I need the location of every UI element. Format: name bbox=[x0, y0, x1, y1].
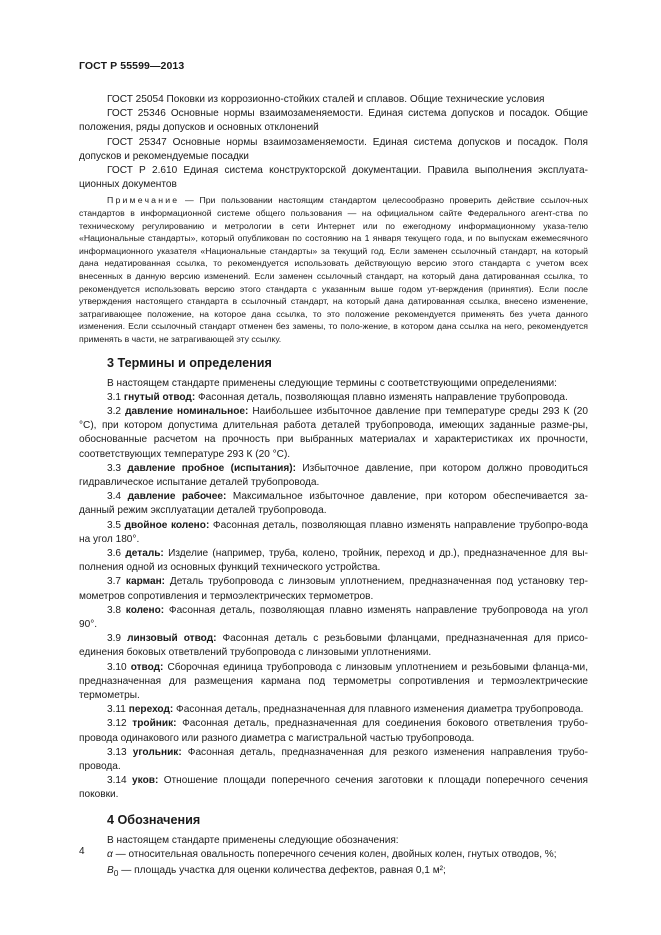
term-text: Сборочная единица трубопровода с линзовым уплотнением и резьбовыми фланца-ми, предназначенная для размещения кармана под термометры сопротивления и термоэлектрические термометры. bbox=[79, 661, 588, 702]
term-number: 3.5 bbox=[107, 519, 122, 531]
term-name: переход: bbox=[128, 704, 174, 716]
term-number: 3.11 bbox=[107, 704, 126, 716]
note-text: — При пользовании настоящим стандартом целесообразно проверить действие ссылоч-ных стандартов в информационной системе общего пользования — на официальном сайте Федерального агент-ства по техническому регулированию и метрологии в сети Интернет или по ежегодному информационному указа-телю «Национальные стандарты», который опубликован по состоянию на 1 января текущего года, и по выпускам ежемесячного информационного указателя «Национальные стандарты» за текущий год. Если заменен ссылочный стандарт, на который дана недатированная ссылка, то рекомендуется использовать действующую версию этого стандарта с учетом всех внесенных в данную версию изменений. Если заменен ссылочный стандарт, на который дана датированная ссылка, то рекомендуется использовать версию этого стандарта с указанным выше годом ут-верждения (принятия). Если после утверждения настоящего стандарта в ссылочный стандарт, на который дана датированная ссылка, внесено изменение, затрагивающее положение, на которое дана ссылка, то это положение рекомендуется применять без учета данного изменения. Если ссылочный стандарт отменен без замены, то поло-жение, в котором дана ссылка на него, рекомендуется применять в части, не затрагивающей эту ссылку. bbox=[79, 195, 588, 344]
term-number: 3.12 bbox=[107, 718, 127, 730]
term-number: 3.9 bbox=[107, 633, 122, 645]
term-name: давление пробное (испытания): bbox=[127, 462, 296, 474]
term-text: Изделие (например, труба, колено, тройник, переход и др.), предназначенное для вы-полнения одной из основных функций технического устройства. bbox=[79, 547, 588, 574]
term-definition bbox=[79, 490, 588, 518]
term-definition bbox=[79, 405, 588, 462]
section-4-title: 4 Обозначения bbox=[107, 812, 201, 827]
term-name: угольник: bbox=[132, 746, 182, 758]
term-text: Наибольшее избыточное давление при температуре среды 293 К (20 °С), при котором допустима длительная работа деталей трубопровода, имеющих заданные разме-ры, обоснованные расчетом на прочность при выбранных материалах и характеристиках их прочности, соответствующих температуре 293 К (20 °С). bbox=[79, 405, 588, 460]
section-3-title: 3 Термины и определения bbox=[107, 355, 272, 370]
term-name: карман: bbox=[125, 576, 166, 588]
term-number: 3.8 bbox=[107, 604, 122, 616]
term-name: двойное колено: bbox=[124, 519, 210, 531]
term-text: Фасонная деталь, позволяющая плавно изменять направление трубопровода на угол 90°. bbox=[79, 604, 588, 630]
term-text: Фасонная деталь, позволяющая плавно изменять направление трубопровода. bbox=[195, 391, 568, 403]
symbol-definition bbox=[79, 848, 588, 864]
section-4-intro: В настоящем стандарте применены следующие обозначения: bbox=[107, 834, 399, 846]
term-number: 3.6 bbox=[107, 547, 122, 559]
page-number: 4 bbox=[79, 846, 85, 857]
term-definition bbox=[79, 703, 588, 717]
term-number: 3.7 bbox=[107, 576, 122, 588]
document-body bbox=[79, 93, 588, 880]
term-definition bbox=[79, 746, 588, 774]
term-name: уков: bbox=[132, 775, 159, 787]
term-text: Избыточное давление, при котором должно проводиться гидравлическое испытание деталей трубопровода. bbox=[79, 462, 588, 488]
term-text: Фасонная деталь, предназначенная для плавного изменения диаметра трубопровода. bbox=[173, 704, 584, 716]
symbol-text: — площадь участка для оценки количества дефектов, равная 0,1 м²; bbox=[118, 865, 446, 877]
term-name: деталь: bbox=[125, 547, 164, 559]
term-text: Фасонная деталь с резьбовыми фланцами, предназначенная для присо-единения боковых ответвлений трубопровода с линзовыми уплотнениями. bbox=[79, 633, 588, 659]
term-definition bbox=[79, 575, 588, 603]
document-header: ГОСТ Р 55599—2013 bbox=[79, 60, 185, 72]
term-number: 3.3 bbox=[107, 462, 122, 474]
section-3-intro: В настоящем стандарте применены следующие термины с соответствующими определениями: bbox=[107, 377, 557, 389]
term-number: 3.4 bbox=[107, 491, 122, 503]
symbol: α bbox=[107, 848, 113, 860]
term-definition bbox=[79, 717, 588, 745]
term-name: давление номинальное: bbox=[125, 405, 249, 417]
term-definition bbox=[79, 632, 588, 660]
term-name: колено: bbox=[125, 604, 165, 616]
reference-item: ГОСТ 25347 Основные нормы взаимозаменяемости. Единая система допусков и посадок. Поля допусков и рекомендуемые посадки bbox=[79, 136, 588, 162]
term-name: тройник: bbox=[132, 718, 177, 730]
term-number: 3.14 bbox=[107, 775, 127, 787]
symbol-text: — относительная овальность поперечного сечения колен, двойных колен, гнутых отводов, %; bbox=[112, 848, 557, 860]
term-name: гнутый отвод: bbox=[123, 391, 196, 403]
term-definition bbox=[79, 391, 588, 405]
symbol-subscript: 0 bbox=[113, 868, 119, 879]
reference-item: ГОСТ Р 2.610 Единая система конструкторской документации. Правила выполнения эксплуата-ционных документов bbox=[79, 165, 588, 191]
term-text: Фасонная деталь, предназначенная для резкого изменения направления трубо-провода. bbox=[79, 746, 588, 773]
term-text: Отношение площади поперечного сечения заготовки к площади поперечного сечения поковки. bbox=[79, 775, 588, 801]
term-name: давление рабочее: bbox=[127, 491, 227, 503]
term-number: 3.2 bbox=[107, 405, 122, 417]
term-definition bbox=[79, 661, 588, 704]
term-number: 3.1 bbox=[107, 391, 122, 403]
note-label: Примечание bbox=[107, 195, 180, 206]
term-text: Деталь трубопровода с линзовым уплотнением, предназначенная под установку тер-мометров сопротивления и термоэлектрических термометров. bbox=[79, 576, 589, 602]
symbol-definition bbox=[79, 864, 588, 880]
term-definition bbox=[79, 519, 588, 547]
term-definition bbox=[79, 547, 588, 575]
term-text: Фасонная деталь, предназначенная для соединения бокового ответвления трубо-провода одинакового или разного диаметра с магистральной частью трубопровода. bbox=[79, 718, 588, 744]
reference-item: ГОСТ 25346 Основные нормы взаимозаменяемости. Единая система допусков и посадок. Общие положения, ряды допусков и основных отклонений bbox=[79, 108, 588, 134]
term-name: отвод: bbox=[130, 661, 164, 673]
symbol: B bbox=[107, 865, 114, 877]
term-text: Фасонная деталь, позволяющая плавно изменять направление трубопро-вода на угол 180°. bbox=[79, 519, 588, 545]
term-number: 3.13 bbox=[107, 746, 127, 758]
term-definition bbox=[79, 774, 588, 802]
term-text: Максимальное избыточное давление, при котором обеспечивается за-данный режим эксплуатации деталей трубопровода. bbox=[79, 491, 588, 517]
note-paragraph bbox=[79, 194, 588, 345]
term-name: линзовый отвод: bbox=[127, 633, 217, 645]
term-number: 3.10 bbox=[107, 661, 127, 673]
term-definition bbox=[79, 462, 588, 490]
term-definition bbox=[79, 604, 588, 632]
reference-item: ГОСТ 25054 Поковки из коррозионно-стойких сталей и сплавов. Общие технические условия bbox=[107, 94, 545, 105]
